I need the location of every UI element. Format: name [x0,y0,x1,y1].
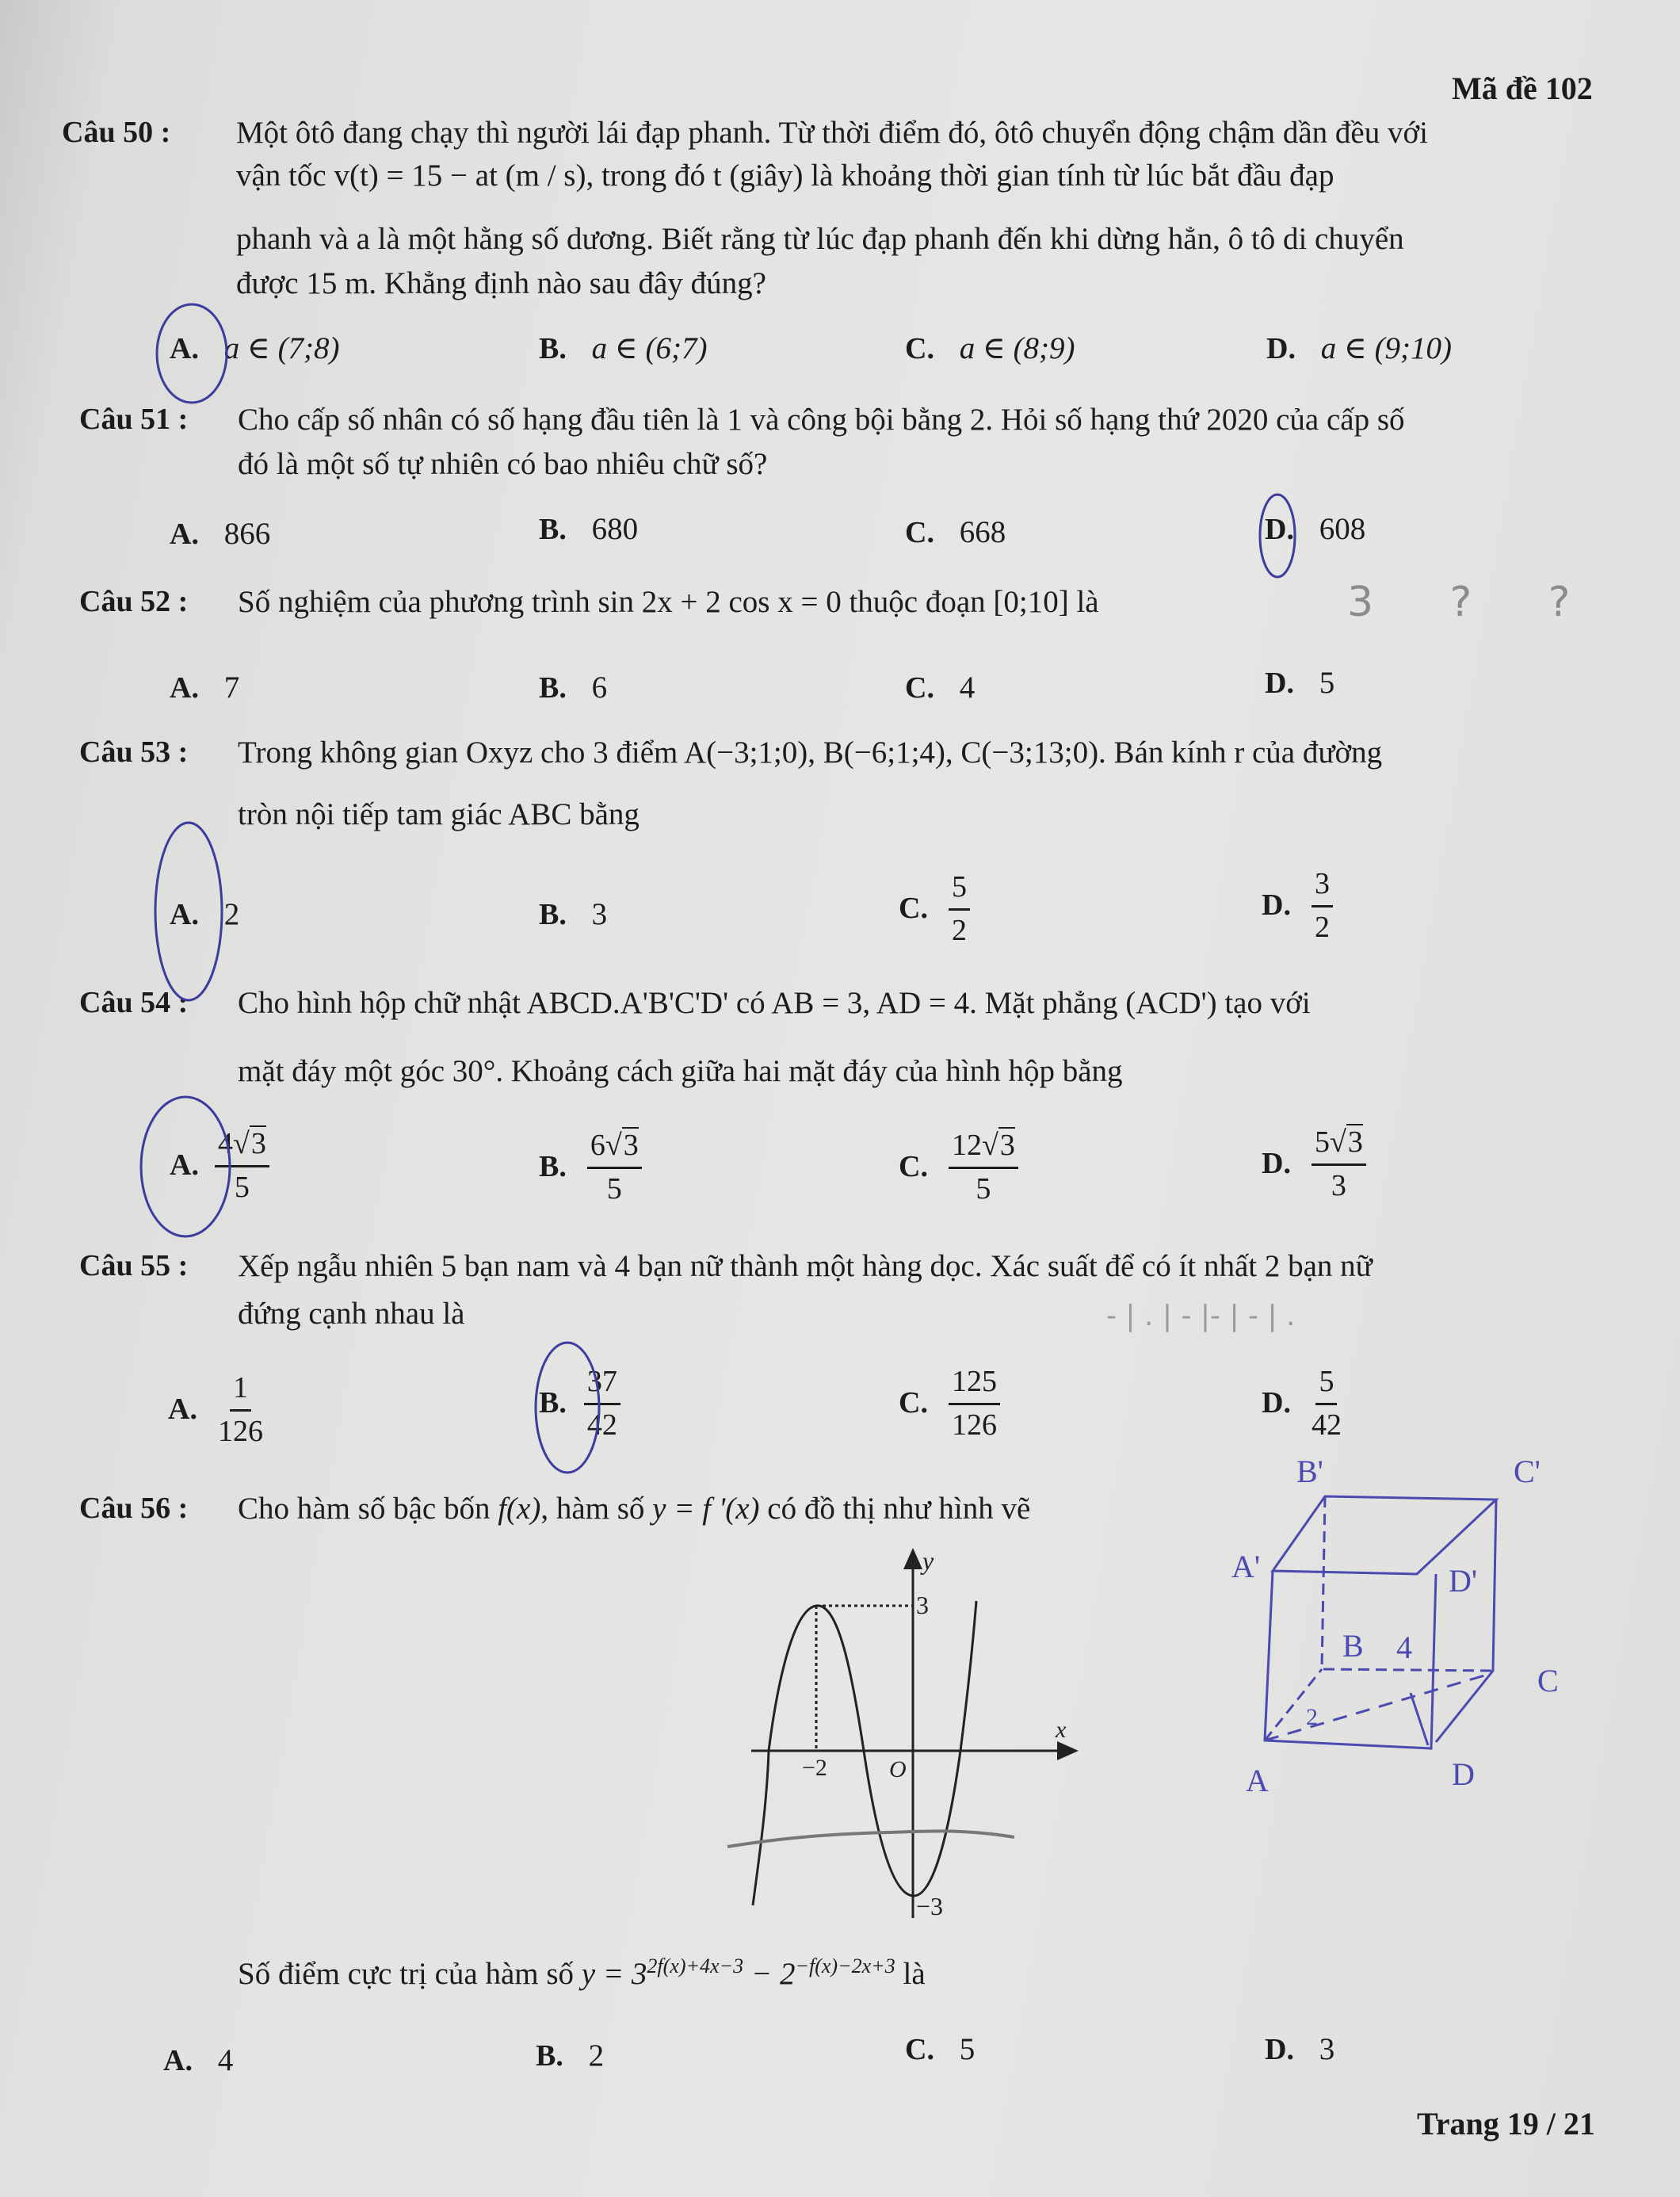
exam-code: Mã đề 102 [1452,71,1593,106]
x-axis-label: x [1056,1717,1067,1743]
option-b[interactable] [536,2038,604,2074]
question-text-line: mặt đáy một góc 30°. Khoảng cách giữa hai mặt đáy của hình hộp bằng [238,1054,1123,1088]
question-text-line [238,1492,1030,1527]
handwritten-box-sketch [1189,1427,1680,1823]
question-text-line: Trong không gian Oxyz cho 3 điểm A(−3;1;0), B(−6;1;4), C(−3;13;0). Bán kính r của đường [238,736,1383,770]
math-expression: − 2 [743,1957,796,1991]
option-value: 866 [223,517,271,551]
fraction [218,1371,263,1449]
math-fx: f(x) [498,1492,541,1526]
option-letter: B. [539,898,567,931]
option-value: 3 [591,897,608,931]
option-b[interactable] [539,1365,620,1442]
denominator: 5 [606,1171,622,1205]
numerator: 1 [230,1371,251,1412]
hand-drawn-line [727,1831,1014,1847]
option-letter: C. [905,516,934,549]
sketch-label: A [1246,1763,1269,1798]
denominator: 2 [951,913,967,947]
text-fragment: có đồ thị như hình vẽ [759,1492,1031,1526]
option-value: 5 [959,2032,976,2066]
option-value: 6 [591,671,608,705]
sketch-label: 4 [1396,1630,1412,1665]
option-a[interactable] [170,897,239,933]
option-letter: B. [539,1386,567,1420]
denominator: 2 [1314,910,1330,944]
numerator: 4√3 [215,1127,269,1167]
question-text-line: Cho cấp số nhân có số hạng đầu tiên là 1 và công bội bằng 2. Hỏi số hạng thứ 2020 của cấp số [238,403,1405,437]
question-text-line: đó là một số tự nhiên có bao nhiêu chữ số? [238,447,768,481]
option-value: 680 [591,512,639,546]
option-letter: B. [539,1150,567,1184]
option-d[interactable] [1262,867,1333,945]
option-value: 3 [1319,2032,1335,2066]
option-value: 5 [1319,666,1335,700]
option-value: 4 [217,2043,234,2077]
question-label: Câu 56 : [79,1492,189,1525]
option-letter: C. [905,671,934,705]
option-letter: A. [170,518,199,551]
sketch-label: C [1537,1663,1559,1698]
denominator: 5 [976,1171,991,1205]
option-c[interactable] [905,515,1006,551]
option-letter: A. [170,898,199,931]
option-letter: D. [1265,513,1294,546]
y-axis-label: y [922,1546,934,1575]
option-letter: A. [163,2044,193,2077]
option-value: 7 [223,671,240,705]
option-letter: A. [170,1148,199,1183]
tick-y-3: 3 [916,1591,929,1619]
numerator: 5 [1315,1365,1337,1405]
math-expression: y = 3 [581,1957,647,1991]
option-b[interactable] [539,1129,642,1206]
question-text-line: Một ôtô đang chạy thì người lái đạp phanh. Từ thời điểm đó, ôtô chuyển động chậm dần đều với [236,116,1428,150]
radicand: 3 [999,1129,1015,1162]
option-c[interactable] [905,331,1075,367]
handwritten-note: - | . | - |- | - | . [1106,1300,1296,1332]
option-c[interactable] [905,2032,975,2068]
option-letter: A. [170,671,199,705]
sketch-label: A' [1231,1549,1261,1584]
option-value: 668 [959,515,1006,549]
question-text-line: phanh và a là một hằng số dương. Biết rằng từ lúc đạp phanh đến khi dừng hẳn, ô tô di chuyển [236,222,1404,256]
option-b[interactable] [539,671,607,706]
derivative-curve [753,1601,976,1905]
radicand: 3 [623,1129,639,1162]
question-text-line: Số nghiệm của phương trình sin 2x + 2 cos x = 0 thuộc đoạn [0;10] là [238,585,1099,619]
option-d[interactable] [1266,331,1452,367]
radicand: 3 [250,1127,266,1160]
option-b[interactable] [539,331,707,367]
option-letter: D. [1265,2033,1294,2066]
option-a[interactable] [170,517,270,552]
fraction [949,1365,1000,1442]
option-value: a ∈ (7;8) [223,331,340,365]
option-letter: C. [905,332,934,365]
option-letter: D. [1262,1386,1291,1420]
option-c[interactable] [905,671,975,706]
option-letter: C. [905,2033,934,2066]
option-letter: B. [539,671,567,705]
option-letter: B. [536,2039,563,2073]
denominator: 42 [586,1408,617,1442]
sketch-label: B [1342,1628,1364,1664]
derivative-graph [697,1530,1109,1926]
option-letter: A. [168,1393,197,1427]
question-text-line [238,1954,926,1993]
numerator: 12√3 [949,1129,1018,1169]
handwritten-note: 3 ? ? [1347,579,1602,626]
sketch-label: C' [1514,1454,1541,1489]
tick-y-minus3: −3 [916,1892,944,1920]
sketch-label: D [1452,1756,1475,1792]
option-letter: C. [899,1386,928,1420]
option-c[interactable] [899,870,970,948]
option-value: 2 [223,897,240,931]
denominator: 126 [951,1408,997,1442]
option-letter: B. [539,513,567,546]
option-letter: D. [1262,1147,1291,1181]
text-fragment: , hàm số [540,1492,653,1526]
option-letter: A. [170,332,199,365]
option-letter: D. [1262,888,1291,923]
coefficient: 4 [217,1127,233,1160]
question-text-line: được 15 m. Khẳng định nào sau đây đúng? [236,266,766,300]
option-a[interactable] [170,1127,269,1205]
numerator: 5 [949,870,970,911]
coefficient: 5 [1314,1125,1330,1159]
option-value: a ∈ (6;7) [591,331,708,365]
question-label: Câu 53 : [79,736,189,769]
question-label: Câu 52 : [79,585,189,618]
option-b[interactable] [539,512,638,548]
question-label: Câu 54 : [79,986,189,1019]
question-text-line: vận tốc v(t) = 15 − at (m / s), trong đó t (giây) là khoảng thời gian tính từ lúc bắt đầu đạp [236,159,1334,193]
fraction [1312,1125,1366,1203]
question-label: Câu 50 : [62,116,171,149]
fraction [949,1129,1018,1206]
fraction [215,1127,269,1205]
fraction [1312,867,1333,945]
option-c[interactable] [899,1129,1018,1206]
option-value: a ∈ (8;9) [959,331,1075,365]
option-value: 2 [588,2038,605,2073]
option-d[interactable] [1262,1125,1366,1203]
option-c[interactable] [899,1365,1000,1442]
numerator: 37 [584,1365,620,1405]
numerator: 125 [949,1365,1000,1405]
question-label: Câu 55 : [79,1249,189,1282]
option-value: 4 [959,671,976,705]
denominator: 126 [217,1414,263,1448]
question-text-line: Xếp ngẫu nhiên 5 bạn nam và 4 bạn nữ thành một hàng dọc. Xác suất để có ít nhất 2 bạn nữ [238,1249,1373,1283]
radicand: 3 [1347,1125,1363,1159]
denominator: 5 [234,1170,250,1204]
math-fprime: y = f '(x) [652,1492,760,1526]
fraction [949,870,970,948]
denominator: 3 [1331,1168,1346,1202]
numerator: 6√3 [587,1129,642,1169]
exponent: 2f(x)+4x−3 [647,1954,744,1977]
text-fragment: Cho hàm số bậc bốn [238,1492,498,1526]
origin-label: O [889,1756,907,1782]
option-value: a ∈ (9;10) [1320,331,1453,365]
tick-x-minus2: −2 [802,1755,827,1781]
option-b[interactable] [539,897,607,933]
option-d[interactable] [1265,512,1365,548]
option-a[interactable] [170,331,340,367]
question-text-line: tròn nội tiếp tam giác ABC bằng [238,797,640,831]
option-d[interactable] [1265,666,1334,701]
page-number: Trang 19 / 21 [1417,2106,1595,2142]
option-d[interactable] [1265,2032,1334,2068]
option-a[interactable] [163,2043,233,2079]
numerator: 3 [1312,867,1333,907]
option-letter: B. [539,332,567,365]
numerator: 5√3 [1312,1125,1366,1166]
question-label: Câu 51 : [79,403,189,436]
option-letter: D. [1265,667,1294,700]
option-letter: D. [1266,332,1296,365]
option-letter: C. [899,1150,928,1184]
text-fragment: Số điểm cực trị của hàm số [238,1957,582,1991]
exponent: −f(x)−2x+3 [795,1954,895,1977]
fraction [587,1129,642,1206]
sketch-label: 2 [1306,1704,1318,1730]
option-letter: C. [899,892,928,926]
coefficient: 6 [590,1129,605,1162]
option-a[interactable] [168,1371,263,1449]
question-text-line: Cho hình hộp chữ nhật ABCD.A'B'C'D' có AB = 3, AD = 4. Mặt phẳng (ACD') tạo với [238,986,1311,1020]
sketch-label: D' [1449,1563,1478,1599]
sketch-label: B' [1296,1454,1323,1489]
fraction [584,1365,620,1442]
coefficient: 12 [951,1129,982,1162]
option-value: 608 [1319,512,1366,546]
option-a[interactable] [170,671,239,706]
denominator: 42 [1311,1408,1342,1442]
text-fragment: là [895,1957,926,1991]
question-text-line: đứng cạnh nhau là [238,1297,465,1331]
